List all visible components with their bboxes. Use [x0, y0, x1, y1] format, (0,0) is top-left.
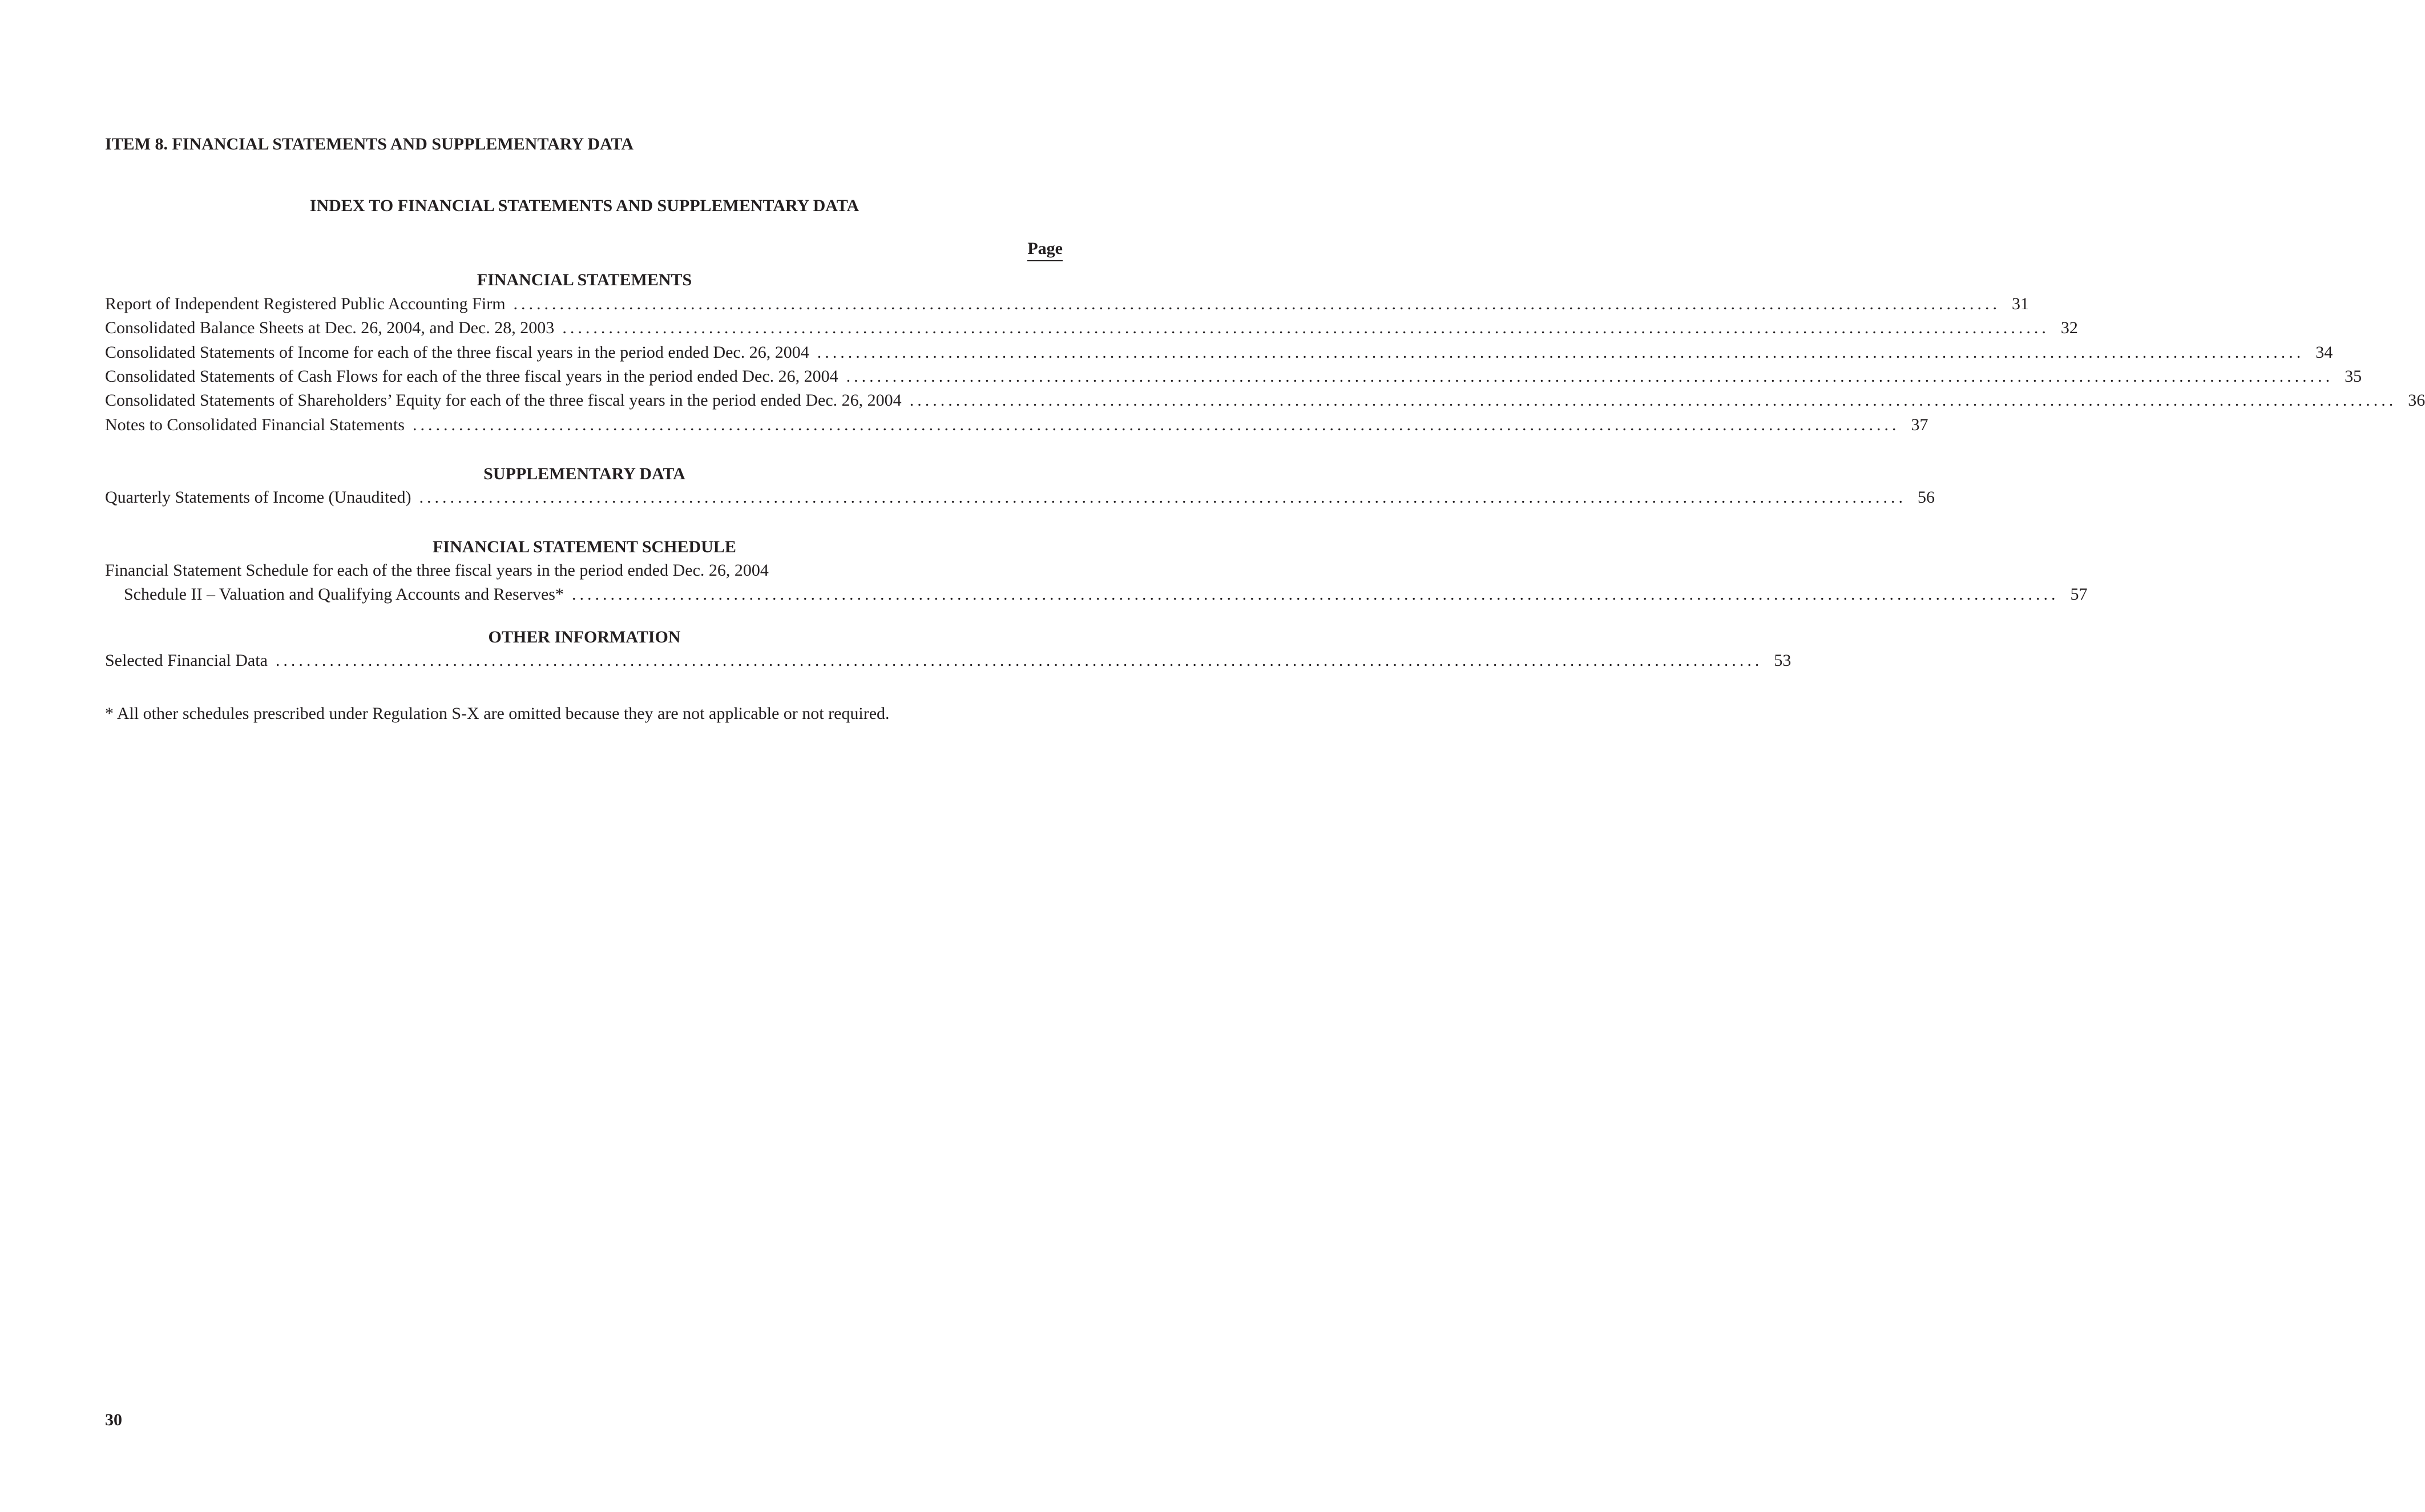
dot-leader: .................................................................................................................................................................................................	[571, 585, 2059, 604]
dot-leader: .................................................................................................................................................................................................	[817, 343, 2305, 362]
page-number: 30	[105, 1410, 122, 1429]
section-heading-supplementary-data: SUPPLEMENTARY DATA	[483, 464, 685, 483]
dot-leader: .................................................................................................................................................................................................	[419, 488, 1906, 507]
toc-entry-page: 31	[2012, 294, 2029, 313]
toc-entry-label: Consolidated Balance Sheets at Dec. 26, 2004, and Dec. 28, 2003	[105, 318, 555, 337]
toc-entry-page: 53	[1774, 651, 1791, 670]
index-title: INDEX TO FINANCIAL STATEMENTS AND SUPPLEMENTARY DATA	[309, 196, 860, 215]
toc-entry	[105, 389, 2425, 413]
toc-entry-page: 35	[2345, 367, 2362, 386]
toc-entry-label: Notes to Consolidated Financial Statements	[105, 415, 405, 434]
toc-entry	[105, 486, 1935, 510]
toc-entry-label: Selected Financial Data	[105, 651, 268, 670]
item-heading: ITEM 8. FINANCIAL STATEMENTS AND SUPPLEMENTARY DATA	[105, 135, 634, 153]
toc-entry-label: Schedule II – Valuation and Qualifying Accounts and Reserves*	[124, 585, 564, 604]
toc-entry-label: Quarterly Statements of Income (Unaudited)	[105, 488, 411, 507]
toc-entry	[105, 316, 2078, 340]
toc-entry-page: 36	[2408, 391, 2425, 410]
toc-entry-page: 57	[2070, 585, 2088, 604]
dot-leader: .................................................................................................................................................................................................	[562, 318, 2049, 337]
toc-entry-label: Consolidated Statements of Income for each of the three fiscal years in the period ended Dec. 26, 2004	[105, 343, 809, 362]
toc-entry	[105, 341, 2333, 365]
toc-entry	[124, 583, 2088, 607]
toc-entry-label: Report of Independent Registered Public Accounting Firm	[105, 294, 506, 313]
section-heading-other-information: OTHER INFORMATION	[488, 628, 681, 646]
toc-entry	[105, 292, 2029, 316]
dot-leader: .................................................................................................................................................................................................	[275, 651, 1763, 670]
toc-entry-page: 34	[2315, 343, 2333, 362]
dot-leader: .................................................................................................................................................................................................	[513, 294, 2001, 313]
toc-entry-label: Consolidated Statements of Shareholders’ Equity for each of the three fiscal years in the period ended Dec. 26, 2004	[105, 391, 902, 410]
page-column-header: Page	[1027, 238, 1063, 261]
dot-leader: .................................................................................................................................................................................................	[846, 367, 2334, 386]
toc-entry	[105, 649, 1791, 673]
toc-entry	[105, 413, 1928, 437]
schedule-intro: Financial Statement Schedule for each of the three fiscal years in the period ended Dec. 26, 2004	[105, 561, 769, 580]
toc-entry-page: 56	[1917, 488, 1935, 507]
toc-entry-page: 37	[1911, 415, 1928, 434]
dot-leader: .................................................................................................................................................................................................	[909, 391, 2397, 410]
dot-leader: .................................................................................................................................................................................................	[412, 415, 1900, 434]
section-heading-financial-statements: FINANCIAL STATEMENTS	[477, 270, 692, 289]
section-heading-financial-statement-schedule: FINANCIAL STATEMENT SCHEDULE	[433, 537, 736, 556]
toc-entry-label: Consolidated Statements of Cash Flows for each of the three fiscal years in the period ended Dec. 26, 2004	[105, 367, 838, 386]
footnote: * All other schedules prescribed under Regulation S-X are omitted because they are not applicable or not required.	[105, 704, 890, 723]
toc-entry	[105, 365, 2362, 389]
toc-entry-page: 32	[2060, 318, 2078, 337]
